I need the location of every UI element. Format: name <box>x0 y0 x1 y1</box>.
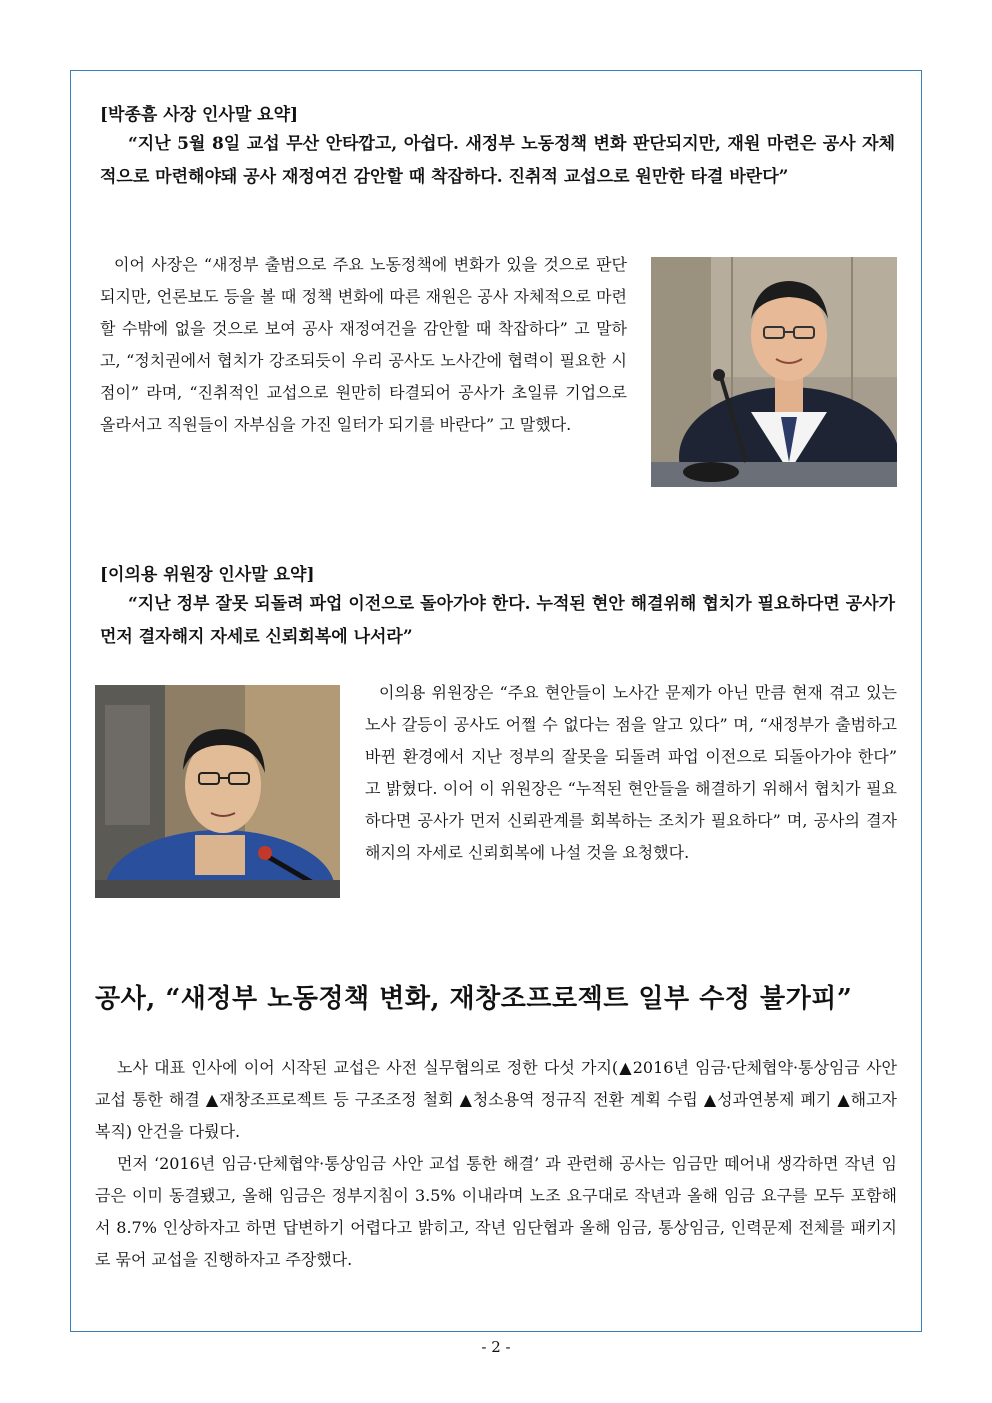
page-number: - 2 - <box>481 1338 511 1356</box>
president-quote: “지난 5월 8일 교섭 무산 안타깝고, 아쉽다. 새정부 노동정책 변화 판단되지만, 재원 마련은 공사 자체적으로 마련해야돼 공사 재정여건 감안할 때 착잡하다. 진취적 교섭으로 원만한 타결 바란다” <box>100 134 895 187</box>
chairman-quote: “지난 정부 잘못 되돌려 파업 이전으로 돌아가야 한다. 누적된 현안 해결위해 협치가 필요하다면 공사가 먼저 결자해지 자세로 신뢰회복에 나서라” <box>100 594 895 647</box>
president-photo <box>651 257 897 487</box>
article-paragraph-2: 먼저 ‘2016년 임금·단체협약·통상임금 사안 교섭 통한 해결’ 과 관련해 공사는 임금만 떼어내 생각하면 작년 임금은 이미 동결됐고, 올해 임금은 정부지침이 3.5% 이내라며 노조 요구대로 작년과 올해 임금 요구를 모두 포함해서 8.7% 인상하자고 하면 답변하기 어렵다고 밝히고, 작년 임단협과 올해 임금, 통상임금, 인력문제 전체를 패키지로 묶어 교섭을 진행하자고 주장했다. <box>95 1154 897 1269</box>
article-headline: 공사, “새정부 노동정책 변화, 재창조프로젝트 일부 수정 불가피” <box>95 984 853 1014</box>
president-remarks: 이어 사장은 “새정부 출범으로 주요 노동정책에 변화가 있을 것으로 판단되지만, 언론보도 등을 볼 때 정책 변화에 따른 재원은 공사 자체적으로 마련할 수밖에 없을 것으로 보여 공사 재정여건을 감안할 때 착잡하다” 고 말하고, “정치권에서 협치가 강조되듯이 우리 공사도 노사간에 협력이 필요한 시점이” 라며, “진취적인 교섭으로 원만히 타결되어 공사가 초일류 기업으로 올라서고 직원들이 자부심을 가진 일터가 되기를 바란다” 고 말했다. <box>100 255 627 434</box>
article-paragraph-1: 노사 대표 인사에 이어 시작된 교섭은 사전 실무협의로 정한 다섯 가지(▲2016년 임금·단체협약·통상임금 사안 교섭 통한 해결 ▲재창조프로젝트 등 구조조정 철회 ▲청소용역 정규직 전환 계획 수립 ▲성과연봉제 폐기 ▲해고자 복직) 안건을 다뤘다. <box>95 1058 897 1141</box>
chairman-remarks: 이의용 위원장은 “주요 현안들이 노사간 문제가 아닌 만큼 현재 겪고 있는 노사 갈등이 공사도 어쩔 수 없다는 점을 알고 있다” 며, “새정부가 출범하고 바뀐 환경에서 지난 정부의 잘못을 되돌려 파업 이전으로 되돌아가야 한다” 고 밝혔다. 이어 이 위원장은 “누적된 현안들을 해결하기 위해서 협치가 필요하다면 공사가 먼저 신뢰관계를 회복하는 조치가 필요하다” 며, 공사의 결자해지의 자세로 신뢰회복에 나설 것을 요청했다. <box>365 683 897 862</box>
section-label-president: [박종흠 사장 인사말 요약] <box>100 105 299 125</box>
section-label-chairman: [이의용 위원장 인사말 요약] <box>100 565 315 585</box>
chairman-photo <box>95 685 340 898</box>
